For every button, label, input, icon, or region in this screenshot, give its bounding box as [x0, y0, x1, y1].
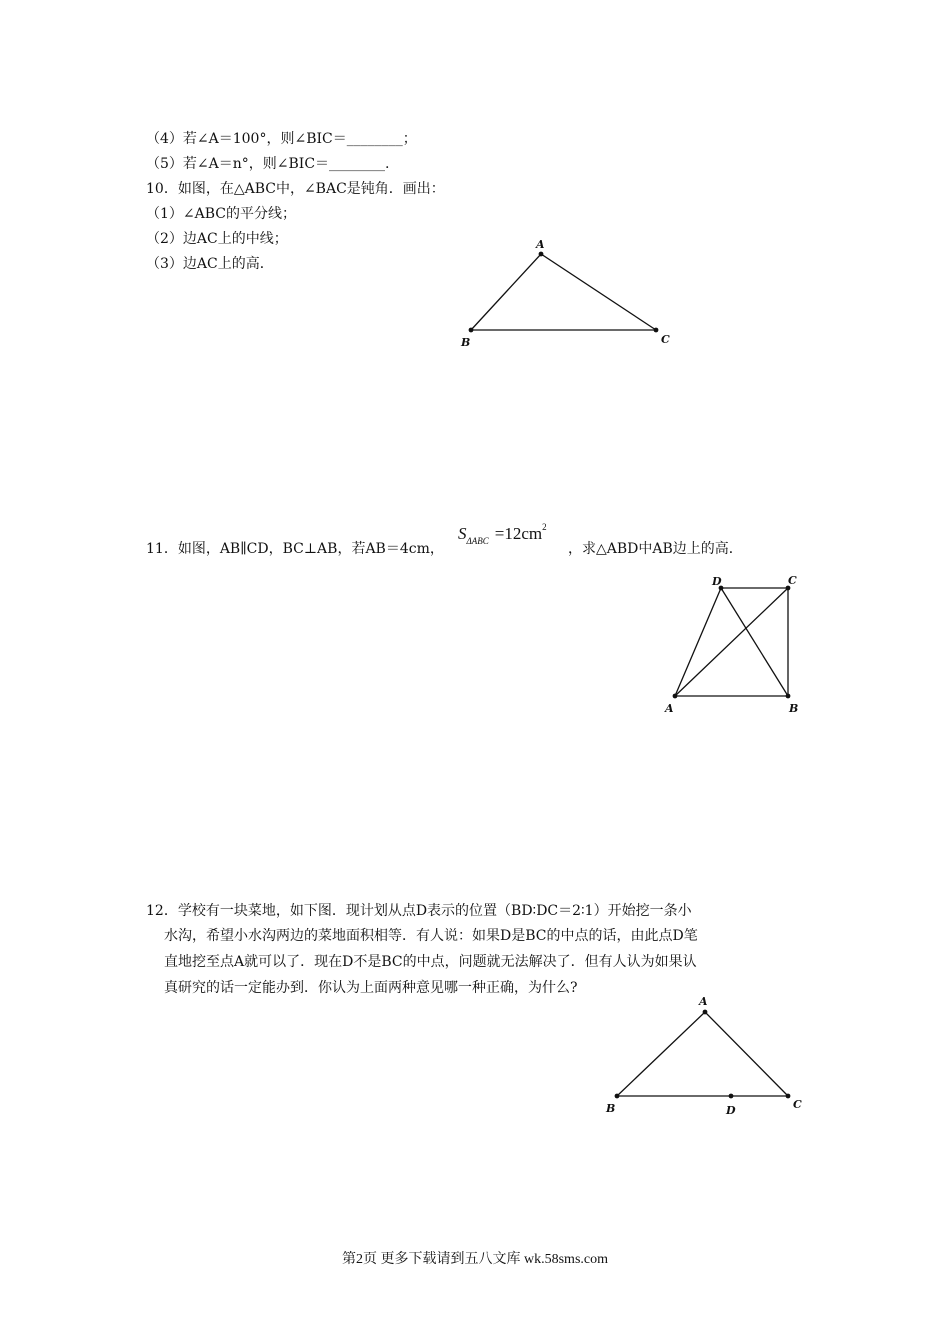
q11-area-formula [458, 524, 547, 544]
q12-label-c: C [793, 1098, 802, 1111]
q11-stem-after: ，求△ABD中AB边上的高． [568, 541, 743, 557]
q12-side-ac [705, 1012, 788, 1096]
formula-value: =12cm [494, 524, 543, 543]
q10-triangle-figure [450, 232, 680, 352]
q10-point-c [654, 328, 659, 333]
formula-superscript: 2 [542, 522, 547, 532]
q12-line-1: 12．学校有一块菜地，如下图．现计划从点D表示的位置（BD∶DC＝2∶1）开始挖一条小 [146, 903, 692, 919]
q12-label-d: D [726, 1104, 736, 1117]
q12-point-c [786, 1094, 791, 1099]
q12-line-2: 水沟，希望小水沟两边的菜地面积相等．有人说：如果D是BC的中点的话，由此点D笔 [164, 928, 698, 944]
q10-stem: 10．如图，在△ABC中，∠BAC是钝角．画出： [146, 181, 445, 197]
q11-label-c: C [788, 574, 797, 587]
q10-side-ac [541, 254, 656, 330]
formula-subscript: ΔABC [466, 536, 489, 546]
q10-label-c: C [661, 333, 670, 346]
q12-triangle-figure [598, 990, 813, 1120]
q11-side-ad [675, 588, 721, 696]
q12-line-4: 真研究的话一定能办到．你认为上面两种意见哪一种正确，为什么? [164, 980, 578, 996]
q11-label-d: D [712, 575, 722, 588]
page-footer: 第2页 更多下载请到五八文库 wk.58sms.com [342, 1252, 608, 1267]
q10-item1: （1）∠ABC的平分线； [146, 206, 297, 222]
q12-point-d [729, 1094, 734, 1099]
q10-item3: （3）边AC上的高． [146, 256, 274, 272]
q12-line-3: 直地挖至点A就可以了．现在D不是BC的中点，问题就无法解决了．但有人认为如果认 [164, 954, 697, 970]
q11-label-a: A [665, 702, 674, 715]
q12-side-ab [617, 1012, 705, 1096]
q12-point-a [703, 1010, 708, 1015]
q9-item4: （4）若∠A＝100°，则∠BIC＝________； [146, 131, 417, 147]
q10-item2: （2）边AC上的中线； [146, 231, 288, 247]
q11-trapezoid-figure [660, 572, 810, 720]
q12-label-b: B [606, 1102, 616, 1115]
q10-point-b [469, 328, 474, 333]
q10-label-a: A [536, 238, 545, 251]
q12-point-b [615, 1094, 620, 1099]
q10-side-ab [471, 254, 541, 330]
q11-stem-before: 11．如图，AB∥CD，BC⊥AB，若AB＝4cm， [146, 541, 444, 557]
q10-label-b: B [461, 336, 471, 349]
q10-point-a [539, 252, 544, 257]
q11-point-a [673, 694, 678, 699]
q12-label-a: A [699, 995, 708, 1008]
q11-point-b [786, 694, 791, 699]
formula-s: S [458, 524, 467, 543]
q9-item5: （5）若∠A＝n°，则∠BIC＝________. [146, 156, 390, 172]
q11-label-b: B [789, 702, 799, 715]
